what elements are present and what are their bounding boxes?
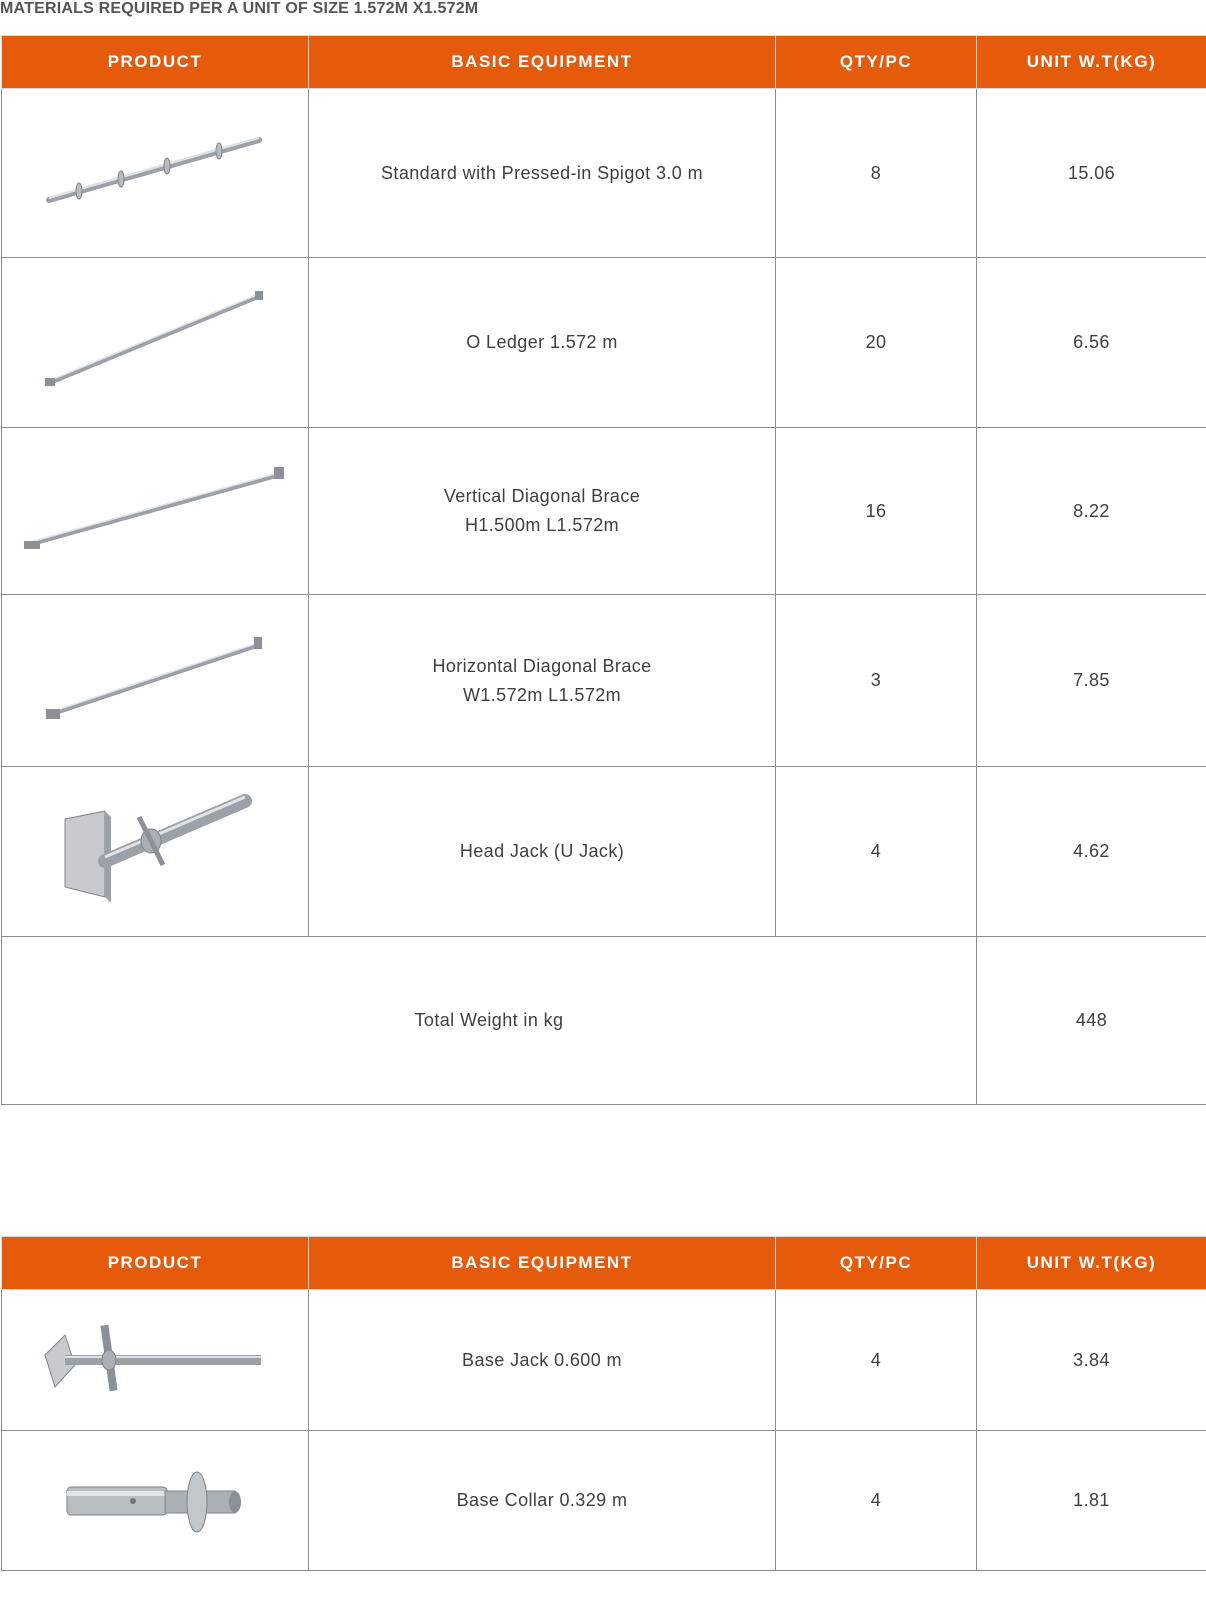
header-product: PRODUCT [2, 36, 309, 89]
horizontal-brace-icon [40, 633, 270, 729]
qty-cell: 20 [776, 258, 977, 428]
base-jack-icon [35, 1315, 275, 1405]
equipment-description: Base Collar 0.329 m [309, 1431, 776, 1571]
table-row [2, 258, 1206, 428]
weight-cell: 15.06 [977, 89, 1206, 258]
qty-cell: 4 [776, 767, 977, 937]
product-image-cell [2, 258, 309, 428]
table-header-row [2, 36, 1206, 89]
ledger-icon [35, 288, 275, 398]
table-row [2, 89, 1206, 258]
header-basic-equipment: BASIC EQUIPMENT [309, 36, 776, 89]
weight-cell: 3.84 [977, 1290, 1206, 1431]
table-row [2, 767, 1206, 937]
qty-cell: 16 [776, 428, 977, 595]
weight-cell: 7.85 [977, 595, 1206, 767]
product-image-cell [2, 1431, 309, 1571]
total-row [2, 937, 1206, 1105]
table-row [2, 428, 1206, 595]
weight-cell: 8.22 [977, 428, 1206, 595]
table-row [2, 1431, 1206, 1571]
weight-cell: 1.81 [977, 1431, 1206, 1571]
product-image-cell [2, 767, 309, 937]
product-image-cell [2, 1290, 309, 1431]
equipment-description: Base Jack 0.600 m [309, 1290, 776, 1431]
product-image-cell [2, 595, 309, 767]
equipment-description: Standard with Pressed-in Spigot 3.0 m [309, 89, 776, 258]
header-unit-weight: UNIT W.T(KG) [977, 36, 1206, 89]
weight-cell: 4.62 [977, 767, 1206, 937]
header-product: PRODUCT [2, 1237, 309, 1290]
total-value: 448 [977, 937, 1206, 1105]
table-row [2, 595, 1206, 767]
equipment-description: Horizontal Diagonal Brace W1.572m L1.572m [309, 595, 776, 767]
weight-cell: 6.56 [977, 258, 1206, 428]
u-jack-icon [45, 787, 265, 917]
table-header-row [2, 1237, 1206, 1290]
header-basic-equipment: BASIC EQUIPMENT [309, 1237, 776, 1290]
materials-table-2 [1, 1236, 1206, 1571]
standard-icon [35, 128, 275, 218]
equipment-description: Head Jack (U Jack) [309, 767, 776, 937]
header-qty: QTY/PC [776, 36, 977, 89]
base-collar-icon [55, 1461, 255, 1541]
qty-cell: 4 [776, 1431, 977, 1571]
qty-cell: 8 [776, 89, 977, 258]
materials-table [1, 35, 1206, 1105]
header-qty: QTY/PC [776, 1237, 977, 1290]
header-unit-weight: UNIT W.T(KG) [977, 1237, 1206, 1290]
qty-cell: 4 [776, 1290, 977, 1431]
table-row [2, 1290, 1206, 1431]
total-label: Total Weight in kg [2, 937, 977, 1105]
equipment-description: O Ledger 1.572 m [309, 258, 776, 428]
product-image-cell [2, 89, 309, 258]
product-image-cell [2, 428, 309, 595]
equipment-description: Vertical Diagonal Brace H1.500m L1.572m [309, 428, 776, 595]
qty-cell: 3 [776, 595, 977, 767]
page-title: MATERIALS REQUIRED PER A UNIT OF SIZE 1.572M X1.572M [0, 0, 479, 17]
vertical-brace-icon [20, 463, 290, 559]
